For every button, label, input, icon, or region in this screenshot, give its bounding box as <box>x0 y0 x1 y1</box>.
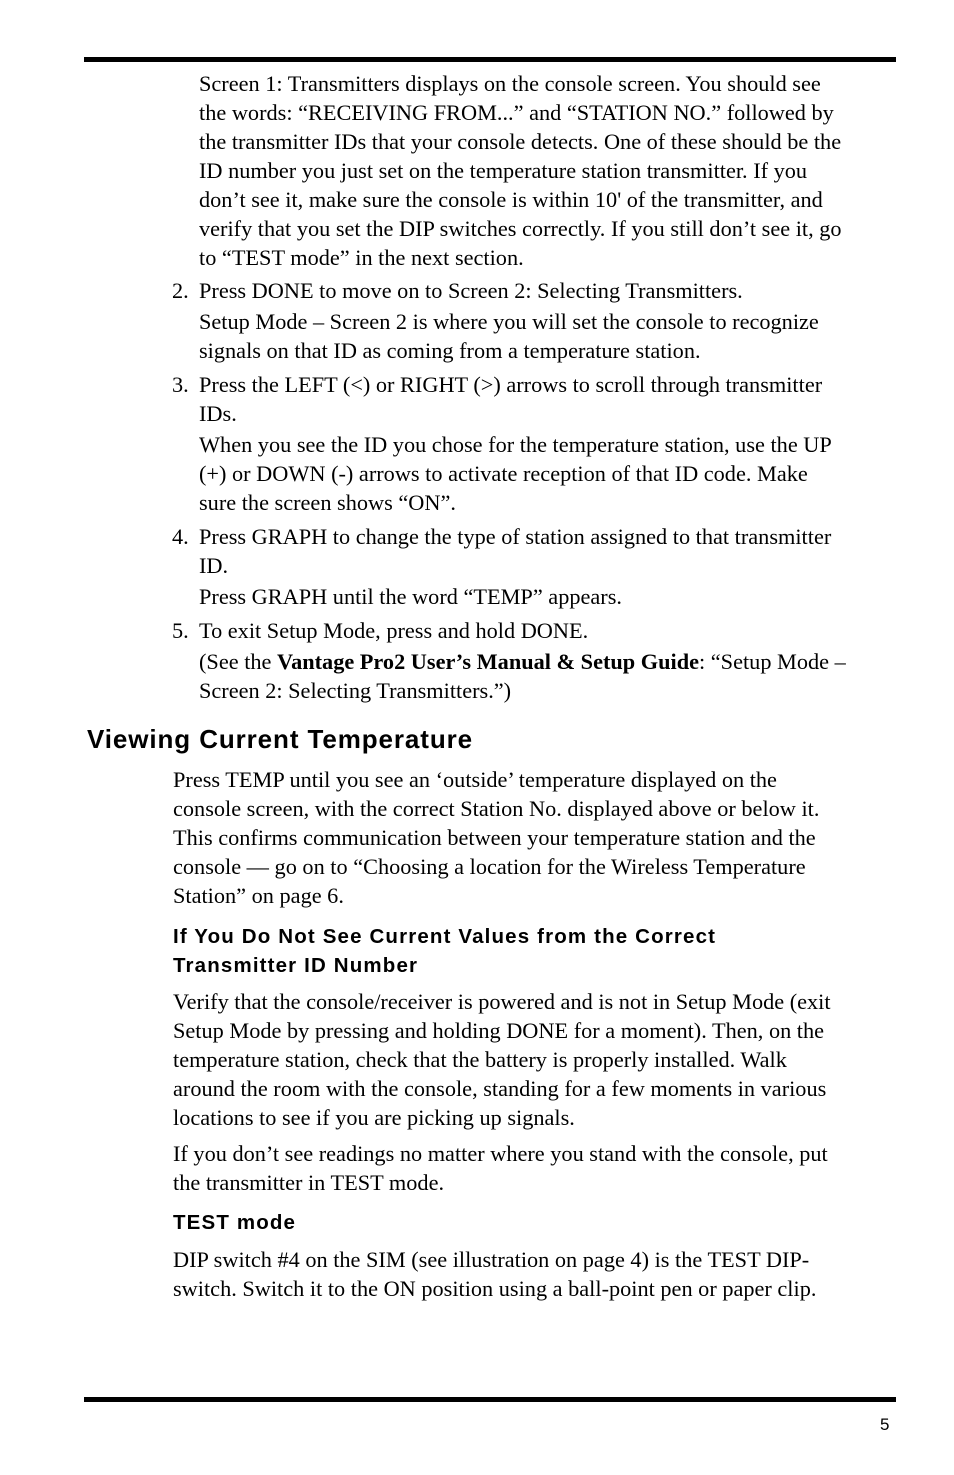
heading-line: If You Do Not See Current Values from the Correct <box>173 925 717 948</box>
step-note <box>199 307 819 365</box>
section-heading: Viewing Current Temperature <box>87 724 473 754</box>
step-note <box>199 430 832 517</box>
text-line: If you don’t see readings no matter where you stand with the console, put <box>173 1141 828 1166</box>
text-line: Press GRAPH to change the type of station assigned to that transmitter <box>199 524 832 549</box>
section-paragraph <box>173 765 819 910</box>
text-line: the transmitter in TEST mode. <box>173 1170 445 1195</box>
footer-rule <box>84 1397 896 1402</box>
step-text <box>199 522 831 580</box>
manual-title: Vantage Pro2 User’s Manual & Setup Guide <box>277 649 700 674</box>
text-line: ID. <box>199 553 229 578</box>
heading-line: Transmitter ID Number <box>173 954 419 977</box>
text-line: to “TEST mode” in the next section. <box>199 245 524 270</box>
text-line: signals on that ID as coming from a temperature station. <box>199 338 701 363</box>
text-line: don’t see it, make sure the console is within 10' of the transmitter, and <box>199 187 823 212</box>
text-line: the words: “RECEIVING FROM...” and “STATION NO.” followed by <box>199 100 834 125</box>
text-line: the transmitter IDs that your console detects. One of these should be the <box>199 129 842 154</box>
manual-reference <box>199 647 846 705</box>
step-text <box>199 616 588 645</box>
ref-suffix: : “Setup Mode – <box>699 649 846 674</box>
step-number: 3. <box>172 372 189 397</box>
text-line: locations to see if you are picking up signals. <box>173 1105 575 1130</box>
text-line: DIP switch #4 on the SIM (see illustration on page 4) is the TEST DIP- <box>173 1247 810 1272</box>
text-line: console screen, with the correct Station No. displayed above or below it. <box>173 796 820 821</box>
step-note <box>199 582 622 611</box>
text-line: (+) or DOWN (-) arrows to activate reception of that ID code. Make <box>199 461 808 486</box>
text-line: Setup Mode by pressing and holding DONE for a moment). Then, on the <box>173 1018 825 1043</box>
intro-paragraph <box>199 69 842 272</box>
text-line: temperature station, check that the battery is properly installed. Walk <box>173 1047 787 1072</box>
step-number: 4. <box>172 524 189 549</box>
text-line: Press GRAPH until the word “TEMP” appears. <box>199 584 622 609</box>
text-line: verify that you set the DIP switches correctly. If you still don’t see it, go <box>199 216 842 241</box>
text-line: console — go on to “Choosing a location for the Wireless Temperature <box>173 854 806 879</box>
text-line: sure the screen shows “ON”. <box>199 490 456 515</box>
text-line: Screen 2: Selecting Transmitters.”) <box>199 678 512 703</box>
ref-prefix: (See the <box>199 649 278 674</box>
step-number: 2. <box>172 278 189 303</box>
text-line <box>199 647 846 676</box>
text-line: Press the LEFT (<) or RIGHT (>) arrows to scroll through transmitter <box>199 372 823 397</box>
text-line: around the room with the console, standing for a few moments in various <box>173 1076 827 1101</box>
step-number: 5. <box>172 618 189 643</box>
header-rule <box>84 57 896 62</box>
subsection-paragraph <box>173 1139 828 1197</box>
text-line: Verify that the console/receiver is powered and is not in Setup Mode (exit <box>173 989 831 1014</box>
subsection-paragraph <box>173 1245 816 1303</box>
text-line: This confirms communication between your temperature station and the <box>173 825 816 850</box>
step-text <box>199 370 822 428</box>
text-line: When you see the ID you chose for the temperature station, use the UP <box>199 432 832 457</box>
text-line: Screen 1: Transmitters displays on the console screen. You should see <box>199 71 821 96</box>
text-line: Setup Mode – Screen 2 is where you will set the console to recognize <box>199 309 819 334</box>
text-line: Press TEMP until you see an ‘outside’ temperature displayed on the <box>173 767 777 792</box>
step-text <box>199 276 743 305</box>
page-number: 5 <box>880 1415 890 1434</box>
text-line: switch. Switch it to the ON position using a ball-point pen or paper clip. <box>173 1276 817 1301</box>
text-line: Station” on page 6. <box>173 883 344 908</box>
text-line: IDs. <box>199 401 237 426</box>
text-line: ID number you just set on the temperature station transmitter. If you <box>199 158 808 183</box>
subsection-paragraph <box>173 987 831 1132</box>
text-line: Press DONE to move on to Screen 2: Selecting Transmitters. <box>199 278 743 303</box>
subsection-heading: TEST mode <box>173 1211 297 1234</box>
text-line: To exit Setup Mode, press and hold DONE. <box>199 618 589 643</box>
subsection-heading <box>173 922 716 980</box>
